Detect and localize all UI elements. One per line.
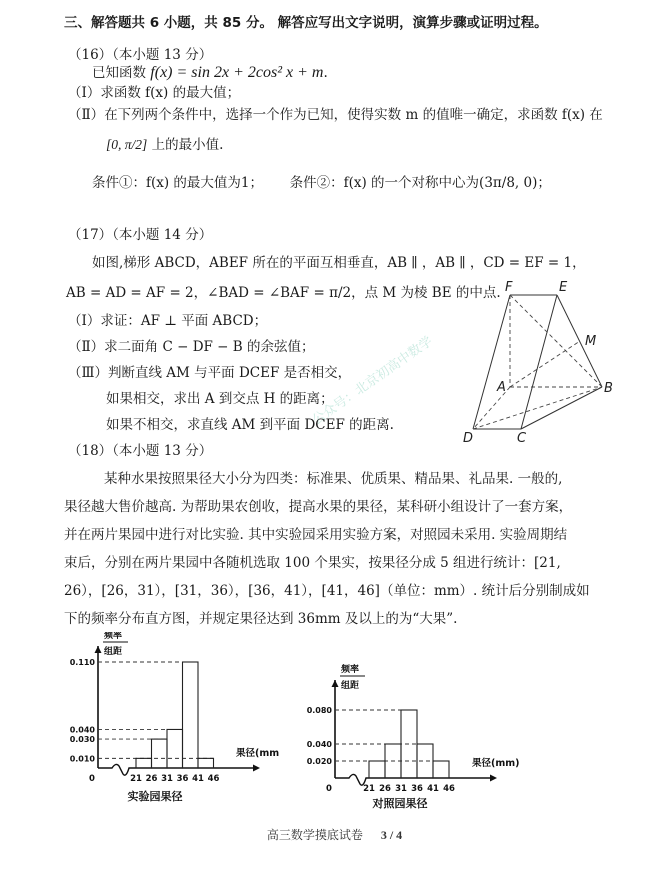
y-axis-arrow-icon (95, 646, 102, 653)
x-axis-arrow-icon (490, 775, 497, 782)
q17-part3-a: 如果相交，求出 A 到交点 H 的距离； (106, 391, 334, 407)
label-A: A (497, 380, 506, 395)
x-tick-label: 36 (176, 774, 189, 784)
x-tick-label: 36 (411, 784, 423, 794)
label-M: M (585, 334, 597, 349)
histogram-experimental (60, 632, 280, 812)
q17-line1: 如图,梯形 ABCD，ABEF 所在的平面互相垂直，AB ∥ ，AB ∥ ，CD = EF = 1， (92, 255, 586, 271)
chart-title: 实验园果径 (127, 790, 183, 803)
q18-title: （18）（本小题 13 分） (68, 443, 213, 459)
q17-part1: （Ⅰ）求证：AF ⊥ 平面 ABCD； (68, 313, 268, 329)
histogram-bar (433, 761, 449, 778)
label-D: D (463, 431, 474, 446)
histogram-bar (136, 758, 152, 768)
edge-CB (521, 387, 602, 429)
x-tick-label: 41 (192, 774, 204, 784)
page-footer (0, 826, 669, 843)
edge-FD (473, 295, 510, 429)
q18-p2: 果径越大售价越高. 为帮助果农创收，提高水果的果径，某科研小组设计了一套方案， (64, 499, 573, 515)
edge-AM (510, 341, 580, 387)
q16-title: （16）（本小题 13 分） (68, 47, 213, 63)
x-tick-label: 21 (363, 784, 375, 794)
page-number: 3 / 4 (380, 828, 403, 842)
x-axis-label: 果径(mm (236, 748, 280, 759)
x-tick-label: 26 (379, 784, 391, 794)
q16-formula: f(x) = sin 2x + 2cos² x + m (150, 64, 324, 81)
origin-label: 0 (326, 784, 332, 794)
x-axis-label: 果径(mm) (472, 758, 520, 769)
q16-part2-interval-line (106, 136, 223, 154)
q17-part2: （Ⅱ）求二面角 C − DF − B 的余弦值； (68, 339, 315, 355)
histogram-bar (369, 761, 385, 778)
x-tick-label: 41 (427, 784, 439, 794)
q16-part1-text: 求函数 f(x) 的最大值； (100, 85, 241, 101)
geometry-figure (455, 278, 655, 448)
x-tick-label: 31 (395, 784, 407, 794)
watermark: 公众号：北京初高中数学 (309, 333, 436, 429)
label-F: F (505, 280, 513, 295)
y-tick-label: 0.040 (69, 725, 95, 735)
y-axis-arrow-icon (332, 680, 339, 687)
q16-interval-tail: 上的最小值. (151, 137, 224, 153)
x-tick-label: 26 (145, 774, 158, 784)
q18-p1: 某种水果按照果径大小分为四类：标准果、优质果、精品果、礼品果. 一般的, (104, 471, 563, 487)
edge-DB (473, 387, 602, 429)
y-tick-label: 0.030 (69, 735, 95, 745)
q17-title: （17）（本小题 14 分） (68, 227, 213, 243)
histogram-bar (183, 662, 199, 768)
section-header: 三、解答题共 6 小题，共 85 分。 解答应写出文字说明，演算步骤或证明过程。 (64, 15, 548, 31)
footer-title: 高三数学摸底试卷 (266, 828, 363, 842)
q16-part2-label: （Ⅱ） (68, 107, 105, 123)
q16-interval: [0, π/2] (106, 137, 148, 152)
q18-p3: 并在两片果园中进行对比实验. 其中实验园采用实验方案，对照园未采用. 实验周期结 (64, 527, 568, 543)
q16-cond1: 条件①：f(x) 的最大值为1； (92, 175, 264, 191)
y-tick-label: 0.080 (306, 706, 332, 715)
y-tick-label: 0.110 (69, 658, 95, 667)
y-label-bottom: 组距 (104, 647, 123, 657)
label-C: C (517, 431, 527, 446)
q17-part3-b: 如果不相交，求直线 AM 到平面 DCEF 的距离. (106, 417, 394, 433)
x-tick-label: 31 (161, 774, 173, 784)
q16-given-prefix: 已知函数 (92, 65, 146, 81)
y-label-top: 频率 (341, 665, 360, 675)
y-tick-label: 0.020 (306, 757, 332, 766)
origin-label: 0 (89, 774, 95, 784)
q16-part2 (68, 106, 603, 124)
histogram-bar (198, 758, 214, 768)
q16-cond2: 条件②：f(x) 的一个对称中心为(3π/8, 0)； (289, 175, 551, 191)
x-tick-label: 46 (443, 784, 455, 794)
label-B: B (604, 381, 613, 396)
q16-part1 (68, 84, 240, 102)
x-axis-arrow-icon (253, 765, 260, 772)
x-tick-label: 46 (207, 774, 220, 784)
chart-title: 对照园果径 (372, 797, 428, 810)
q18-p4: 束后，分别在两片果园中各随机选取 100 个果实，按果径分成 5 组进行统计：[21, (64, 555, 561, 571)
histogram-control (290, 645, 540, 810)
q16-part1-label: （Ⅰ） (68, 85, 101, 101)
edge-EC (521, 295, 557, 429)
q18-p6: 下的频率分布直方图，并规定果径达到 36mm 及以上的为“大果”. (64, 611, 458, 627)
q18-p5: 26），[26，31），[31，36），[36，41），[41，46]（单位：mm）. 统计后分别制成如 (64, 583, 590, 599)
label-E: E (559, 280, 568, 295)
y-tick-label: 0.040 (306, 740, 332, 749)
q16-part2-text: 在下列两个条件中，选择一个作为已知，使得实数 m 的值唯一确定，求函数 f(x) 在 (104, 107, 603, 123)
histogram-bar (152, 739, 168, 768)
q17-line2: AB = AD = AF = 2，∠BAD = ∠BAF = π/2，点 M 为棱 BE 的中点. (66, 285, 501, 301)
q17-part3: （Ⅲ）判断直线 AM 与平面 DCEF 是否相交， (68, 365, 352, 381)
y-label-bottom: 组距 (341, 681, 360, 691)
y-tick-label: 0.010 (69, 754, 95, 764)
histogram-bar (167, 729, 183, 768)
x-axis (98, 764, 253, 775)
q16-conditions (92, 174, 551, 192)
q16-given: 已知函数 f(x) = sin 2x + 2cos² x + m. (92, 64, 328, 81)
y-label-top: 频率 (104, 632, 123, 641)
x-tick-label: 21 (130, 774, 142, 784)
